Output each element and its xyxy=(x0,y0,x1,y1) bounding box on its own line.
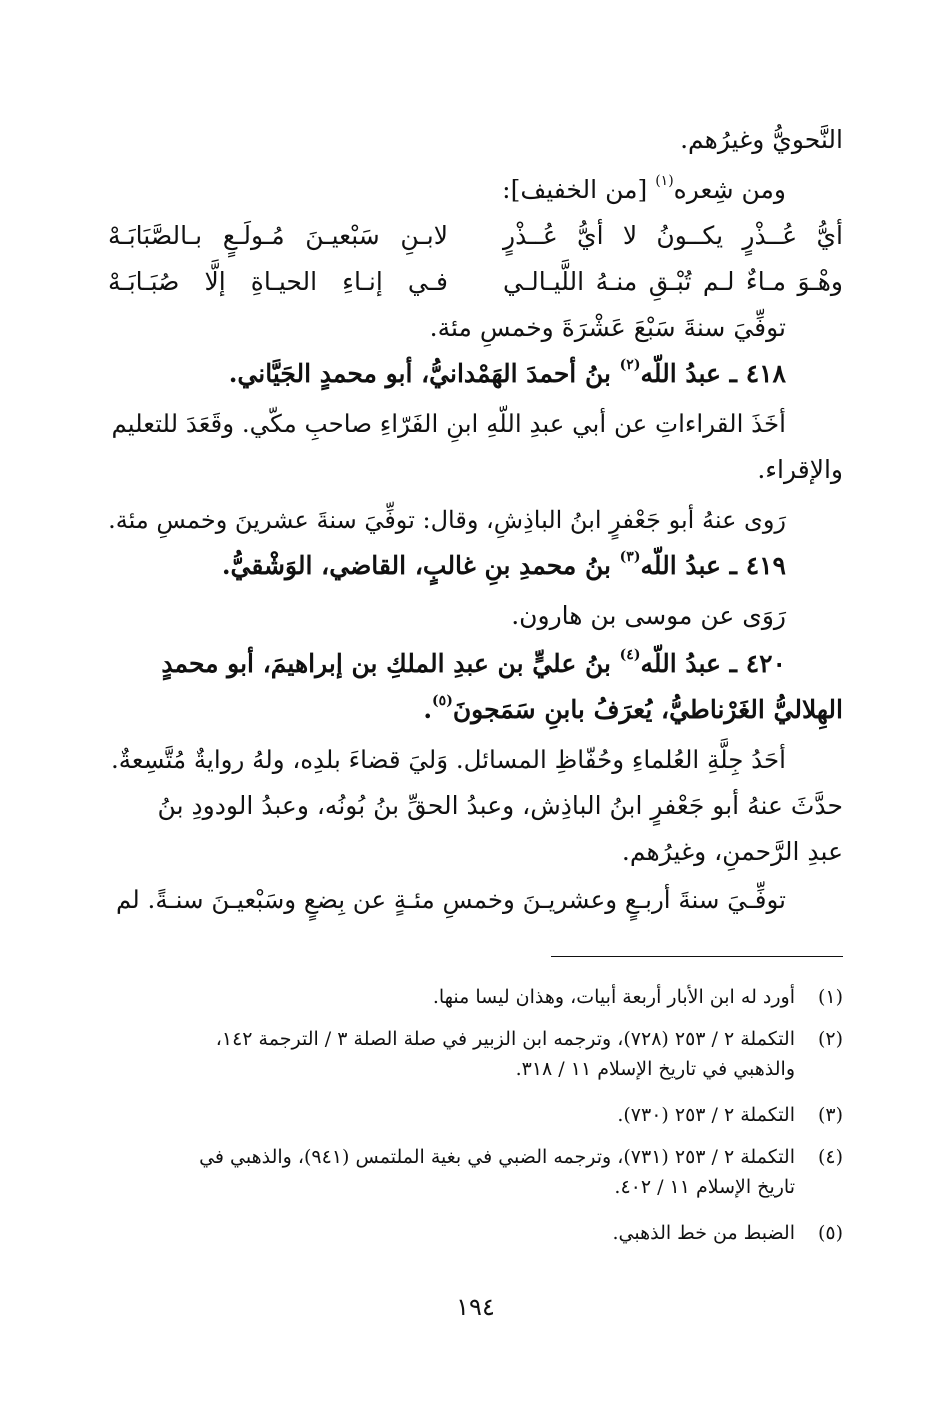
text-line: والإقراء. xyxy=(757,455,843,484)
footnote-text: الضبط من خط الذهبي. xyxy=(612,1222,795,1244)
footnote-text: أورد له ابن الأبار أربعة أبيات، وهذان ليسا منها. xyxy=(432,986,795,1008)
text-line: توفِّـيَ سنةَ أربـعٍ وعشريـنَ وخمسِ مئـةٍ عن بِضعٍ وسَبْعيـنَ سنـةً. لم xyxy=(115,885,786,914)
footnote-ref-5: (٥) xyxy=(432,692,453,709)
footnote-ref-4: (٤) xyxy=(619,646,641,663)
footnote-number: (٥) xyxy=(817,1222,843,1244)
footnote-number: (٣) xyxy=(817,1104,843,1126)
footnote-ref-3: (٣) xyxy=(619,548,641,565)
entry-418-heading xyxy=(108,356,786,392)
footnote-number: (١) xyxy=(817,986,843,1008)
verse-2-hemistich-b: فـي إنـاءِ الحيـاةِ إلَّا صُبَـابَـهْ xyxy=(108,267,448,296)
entry-rest: بنُ عليٍّ بن عبدِ الملكِ بن إبراهيمَ، أبو محمدٍ xyxy=(161,649,620,678)
footnote-number: (٢) xyxy=(817,1028,843,1050)
footnote-text-cont: تاريخ الإسلام ١١ / ٤٠٢. xyxy=(614,1176,795,1198)
verse-2-hemistich-a: وهْـوَ مـاءٌ لـم تُبْـقِ منـهُ اللَّيـالـي xyxy=(503,267,843,296)
entry-rest: الهِلاليُّ الغَرْناطيُّ، يُعرَفُ بابنِ سَمَجونَ xyxy=(452,695,843,724)
entry-name: ٤١٩ ـ عبدُ اللّه xyxy=(640,551,786,580)
text-line: توفِّيَ سنةَ سَبْعَ عَشْرَةَ وخمسِ مئة. xyxy=(429,313,786,342)
footnote-text: التكملة ٢ / ٢٥٣ (٧٣١)، وترجمه الضبي في بغية الملتمس (٩٤١)، والذهبي في xyxy=(199,1146,795,1168)
text-line: أحَدُ جِلَّةِ العُلماءِ وحُفّاظِ المسائل. وَليَ قضاءَ بلدِه، ولهُ روايةٌ مُتَّسِعةٌ. xyxy=(110,745,786,774)
footnote-text: التكملة ٢ / ٢٥٣ (٧٣٠). xyxy=(617,1104,795,1126)
poem-intro xyxy=(108,172,786,208)
footnote-ref-1: (١) xyxy=(655,172,674,189)
entry-rest: بنُ أحمدَ الهَمْدانيُّ، أبو محمدٍ الجَيَّاني. xyxy=(228,359,620,388)
text-line: رَوى عنهُ أبو جَعْفرٍ ابنُ الباذِشِ، وقال: توفِّيَ سنةَ عشرينَ وخمسِ مئة. xyxy=(108,506,786,534)
entry-420-heading-cont xyxy=(108,692,843,728)
entry-rest: بنُ محمدِ بنِ غالبٍ، القاضي، الوَشْقيُّ. xyxy=(221,551,620,580)
page-number: ١٩٤ xyxy=(456,1293,495,1321)
text-line: رَوَى عن موسى بن هارون. xyxy=(511,601,786,630)
poem-intro-text: ومن شِعره xyxy=(673,175,786,204)
poem-meter: [من الخفيف]: xyxy=(502,175,656,204)
footnote-text-cont: والذهبي في تاريخ الإسلام ١١ / ٣١٨. xyxy=(515,1058,795,1080)
verse-1-hemistich-b: لابـنِ سَبْعيـنَ مُـولَـعٍ بـالصَّبَابَـهْ xyxy=(108,221,448,250)
verse-1-hemistich-a: أيُّ عُــذْرٍ يكــونُ لا أيُّ عُــذْرٍ xyxy=(503,221,843,250)
entry-rest-end: . xyxy=(423,695,433,724)
footnote-divider xyxy=(551,956,843,957)
text-line: عبدِ الرَّحمنِ، وغيرُهم. xyxy=(621,837,843,866)
footnote-ref-2: (٢) xyxy=(619,356,641,373)
entry-419-heading xyxy=(108,548,786,584)
entry-420-heading xyxy=(108,646,786,682)
text-line: أخَذَ القراءاتِ عن أبي عبدِ اللّهِ ابنِ الفَرّاءِ صاحبِ مكّي. وقَعَدَ للتعليم xyxy=(111,409,786,438)
footnote-number: (٤) xyxy=(817,1146,843,1168)
footnote-text: التكملة ٢ / ٢٥٣ (٧٢٨)، وترجمه ابن الزبير في صلة الصلة ٣ / الترجمة ١٤٢، xyxy=(215,1028,795,1050)
text-line: النَّحويُّ وغيرُهم. xyxy=(680,125,843,154)
entry-name: ٤٢٠ ـ عبدُ اللّه xyxy=(640,649,786,678)
entry-name: ٤١٨ ـ عبدُ اللّه xyxy=(640,359,786,388)
text-line: حدَّثَ عنهُ أبو جَعْفرٍ ابنُ الباذِش، وعبدُ الحقِّ بنُ بُونُه، وعبدُ الودودِ بنُ xyxy=(157,791,843,820)
